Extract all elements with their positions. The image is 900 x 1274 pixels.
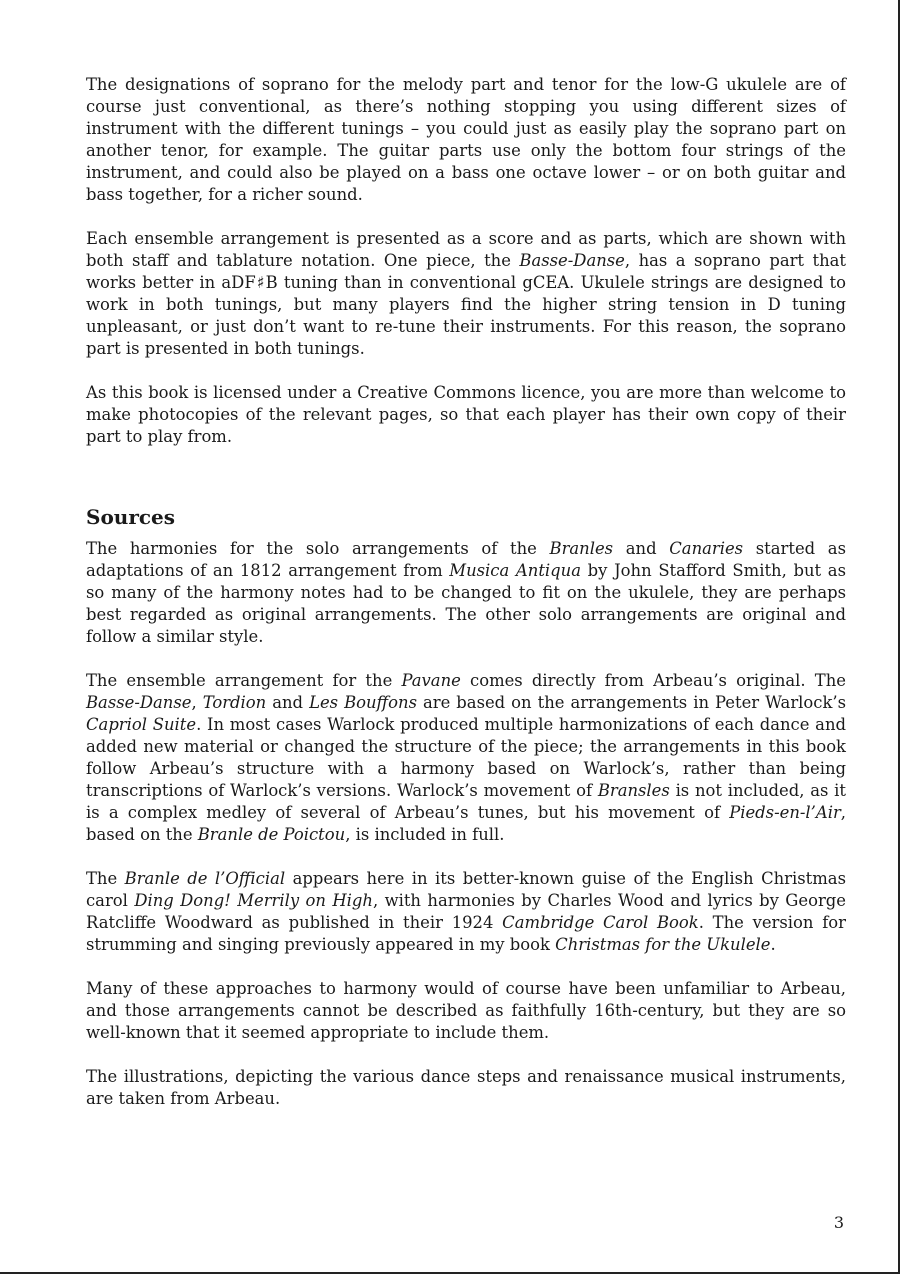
sources-paragraph-5: The illustrations, depicting the various dance steps and renaissance musical instruments, are taken from Arbeau. [86, 1067, 846, 1108]
italic-title: Christmas for the Ukulele [555, 935, 771, 954]
text-run: are based on the arrangements in Peter Warlock’s [416, 693, 847, 712]
italic-title: Les Bouffons [309, 693, 417, 712]
italic-title: Branle de l’Official [124, 869, 286, 888]
text-run: is not included, as it is a complex medley of several of Arbeau’s tunes, but his movement of [86, 781, 846, 822]
text-run: , based on the [86, 803, 846, 844]
italic-title: Pieds-en-l’Air [729, 803, 841, 822]
italic-title: Canaries [669, 539, 744, 558]
text-run: and [613, 539, 670, 558]
italic-title: Ding Dong! Merrily on High [134, 891, 373, 910]
text-run: appears here in its better-known guise of the English Christmas carol [86, 869, 846, 910]
italic-title: Capriol Suite [86, 715, 197, 734]
text-run: . In most cases Warlock produced multiple harmonizations of each dance and added new material or changed the structure of the piece; the arrangements in this book follow Arbeau’s structure with a harmony based on Warlock’s, rather than being transcriptions of Warlock’s versions. Warlock’s movement of [86, 715, 846, 800]
text-run: Each ensemble arrangement is presented as a score and as parts, which are shown with both staff and tablature notation. One piece, the [86, 229, 846, 270]
sources-heading: Sources [86, 505, 176, 529]
text-run: , has a soprano part that works better in aDF♯B tuning than in conventional gCEA. Ukulele strings are designed to work in both tunings, but many players find the higher string tension in D tuning unpleasant, or just don’t want to re-tune their instruments. For this reason, the soprano part is presented in both tunings. [86, 251, 846, 358]
text-run: , with harmonies by Charles Wood and lyrics by George Ratcliffe Woodward as published in their 1924 [86, 891, 846, 932]
italic-title: Branle de Poictou [197, 825, 346, 844]
intro-paragraph-3: As this book is licensed under a Creative Commons licence, you are more than welcome to make photocopies of the relevant pages, so that each player has their own copy of their part to play from. [86, 383, 846, 446]
italic-title: Bransles [597, 781, 670, 800]
text-run: and [266, 693, 310, 712]
text-run: comes directly from Arbeau’s original. The [460, 671, 847, 690]
sources-paragraph-1 [86, 538, 846, 648]
intro-paragraph-1: The designations of soprano for the melody part and tenor for the low-G ukulele are of course just conventional, as there’s nothing stopping you using different sizes of instrument with the different tunings – you could just as easily play the soprano part on another tenor, for example. The guitar parts use only the bottom four strings of the instrument, and could also be played on a bass one octave lower – or on both guitar and bass together, for a richer sound. [86, 75, 846, 204]
page-content [86, 74, 846, 1132]
text-run: . [770, 935, 776, 954]
italic-title: Basse-Danse [86, 693, 192, 712]
italic-title: Pavane [401, 671, 461, 690]
italic-title: Basse-Danse [519, 251, 625, 270]
italic-title: Musica Antiqua [449, 561, 581, 580]
text-run: , [191, 693, 203, 712]
sources-paragraph-2 [86, 670, 846, 846]
text-run: The harmonies for the solo arrangements of the [86, 539, 550, 558]
intro-paragraph-2 [86, 228, 846, 360]
text-run: The ensemble arrangement for the [86, 671, 402, 690]
text-run: started as adaptations of an 1812 arrangement from [86, 539, 846, 580]
text-run: . The version for strumming and singing previously appeared in my book [86, 913, 846, 954]
page-number: 3 [833, 1213, 844, 1232]
text-run: by John Stafford Smith, but as so many of the harmony notes had to be changed to fit on the ukulele, they are perhaps best regarded as original arrangements. The other solo arrangements are original and follow a similar style. [86, 561, 846, 646]
text-run: The [86, 869, 125, 888]
sources-paragraph-3 [86, 868, 846, 956]
italic-title: Tordion [202, 693, 267, 712]
italic-title: Cambridge Carol Book [502, 913, 699, 932]
sources-paragraph-4: Many of these approaches to harmony would of course have been unfamiliar to Arbeau, and those arrangements cannot be described as faithfully 16th-century, but they are so well-known that it seemed appropriate to include them. [86, 979, 846, 1042]
text-run: , is included in full. [345, 825, 505, 844]
italic-title: Branles [549, 539, 614, 558]
